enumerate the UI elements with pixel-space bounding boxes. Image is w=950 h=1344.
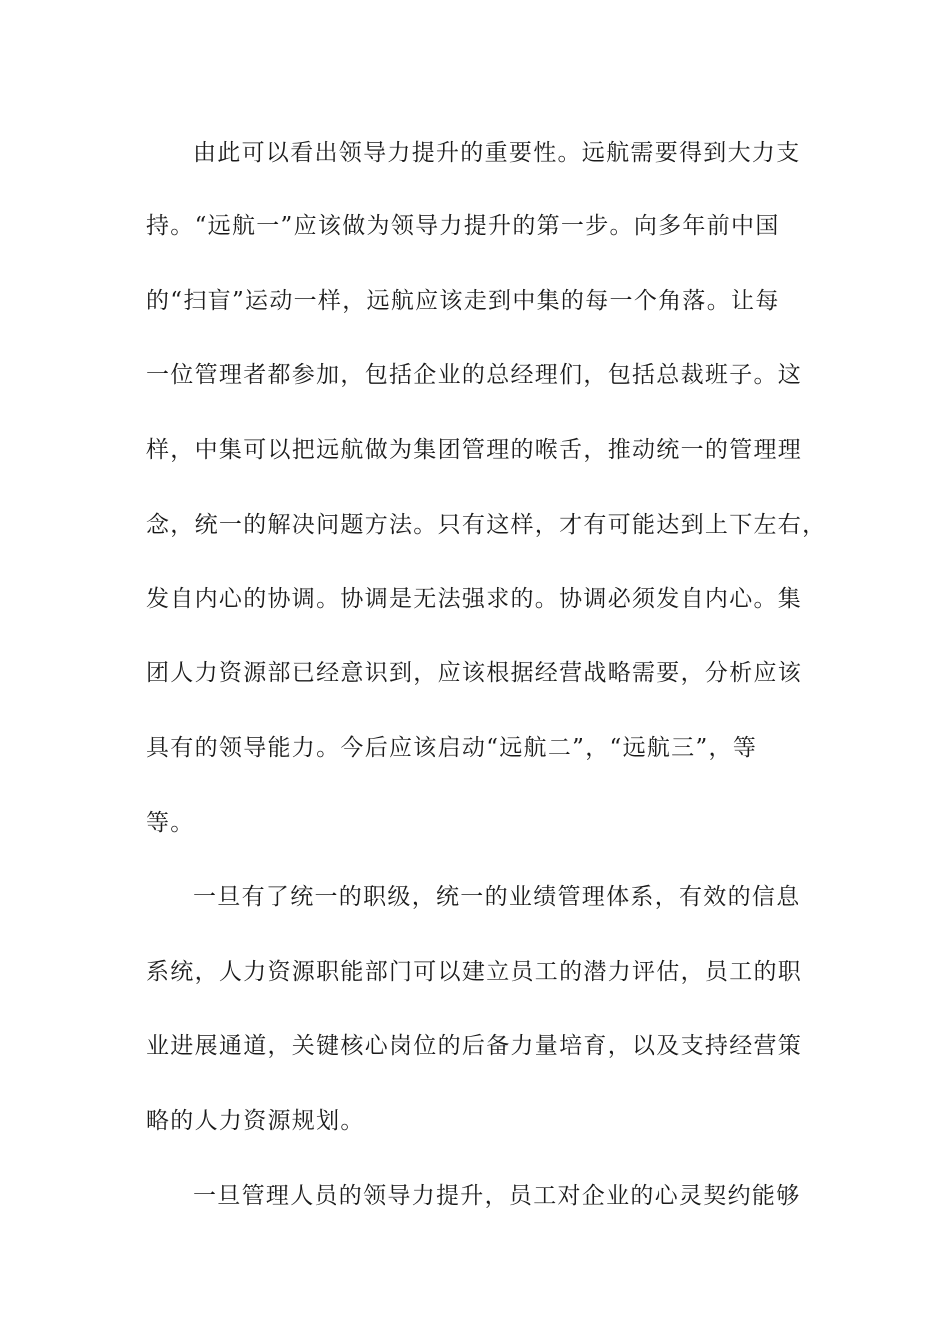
paragraph-3-line-1: 一旦管理人员的领导力提升，员工对企业的心灵契约能够 (193, 1183, 801, 1209)
paragraph-1-line-3: 的“扫盲”运动一样，远航应该走到中集的每一个角落。让每 (146, 288, 780, 314)
paragraph-2-line-2: 系统，人力资源职能部门可以建立员工的潜力评估，员工的职 (146, 959, 803, 985)
paragraph-1-line-6: 念，统一的解决问题方法。只有这样，才有可能达到上下左右， (146, 512, 827, 538)
paragraph-2-line-4: 略的人力资源规划。 (146, 1108, 365, 1134)
paragraph-1-line-2: 持。“远航一”应该做为领导力提升的第一步。向多年前中国 (146, 213, 780, 239)
paragraph-1-line-4: 一位管理者都参加，包括企业的总经理们，包括总裁班子。这 (146, 362, 803, 388)
paragraph-2-line-3: 业进展通道，关键核心岗位的后备力量培育，以及支持经营策 (146, 1033, 803, 1059)
paragraph-1-line-7: 发自内心的协调。协调是无法强求的。协调必须发自内心。集 (146, 586, 803, 612)
paragraph-1-line-5: 样，中集可以把远航做为集团管理的喉舌，推动统一的管理理 (146, 437, 803, 463)
paragraph-2-line-1: 一旦有了统一的职级，统一的业绩管理体系，有效的信息 (193, 884, 801, 910)
paragraph-1-line-8: 团人力资源部已经意识到，应该根据经营战略需要，分析应该 (146, 660, 803, 686)
paragraph-1-line-10: 等。 (146, 810, 195, 836)
paragraph-1-line-9: 具有的领导能力。今后应该启动“远航二”，“远航三”，等 (146, 735, 758, 761)
paragraph-1-line-1: 由此可以看出领导力提升的重要性。远航需要得到大力支 (193, 140, 801, 166)
